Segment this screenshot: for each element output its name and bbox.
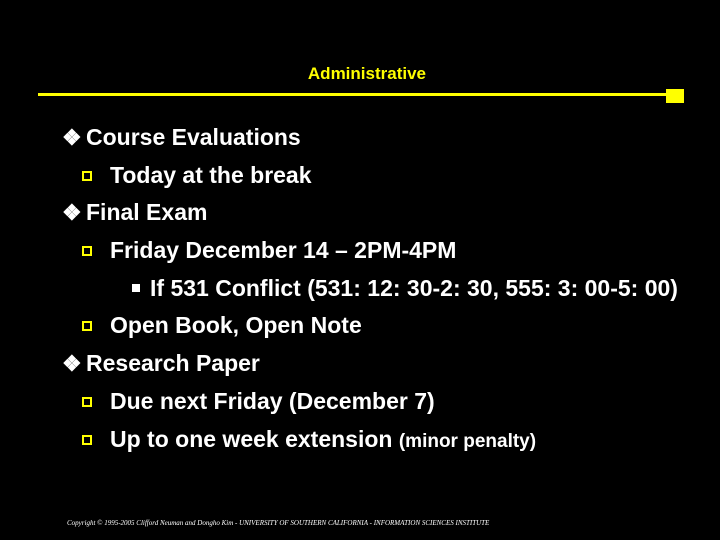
diamond-bullet-icon: ❖: [62, 351, 82, 377]
sub-bullet-open-book: [62, 307, 712, 345]
slide-title: Administrative: [307, 64, 426, 83]
sub-bullet-label: Today at the break: [110, 161, 312, 188]
slide-body: [62, 119, 712, 458]
sub-bullet-minor-note: (minor penalty): [398, 430, 537, 452]
title-underline: [38, 93, 668, 96]
bullet-label: Course Evaluations: [86, 124, 301, 150]
sub-bullet-label: Friday December 14 – 2PM-4PM: [110, 237, 457, 264]
bullet-label: Final Exam: [86, 199, 208, 226]
sub-bullet-label: Due next Friday (December 7): [110, 387, 435, 414]
filled-square-bullet-icon: [132, 284, 140, 292]
hollow-square-bullet-icon: [82, 246, 92, 256]
diamond-bullet-icon: ❖: [62, 200, 82, 226]
sub-bullet-label: Open Book, Open Note: [110, 312, 362, 339]
sub-sub-bullet-conflict: [62, 270, 712, 308]
bullet-label: Research Paper: [86, 350, 260, 377]
sub-bullet-label: Up to one week extension: [110, 425, 393, 452]
sub-bullet-today: [62, 157, 712, 195]
bullet-research-paper: [62, 345, 712, 383]
sub-bullet-due-date: [62, 383, 712, 421]
bullet-course-evaluations: [62, 119, 712, 157]
sub-bullet-extension: [62, 421, 712, 459]
title-underline-end-block: [666, 89, 684, 103]
hollow-square-bullet-icon: [82, 435, 92, 445]
hollow-square-bullet-icon: [82, 171, 92, 181]
bullet-final-exam: [62, 194, 712, 232]
sub-bullet-exam-date: [62, 232, 712, 270]
hollow-square-bullet-icon: [82, 397, 92, 407]
hollow-square-bullet-icon: [82, 321, 92, 331]
diamond-bullet-icon: ❖: [62, 125, 82, 150]
sub-sub-bullet-label: If 531 Conflict (531: 12: 30-2: 30, 555: 3: 00-5: 00): [150, 274, 678, 301]
copyright-footer: Copyright © 1995-2005 Clifford Neuman and Dongho Kim - UNIVERSITY OF SOUTHERN CALIFORNIA - INFORMATION SCIENCES INSTITUTE: [67, 519, 490, 527]
